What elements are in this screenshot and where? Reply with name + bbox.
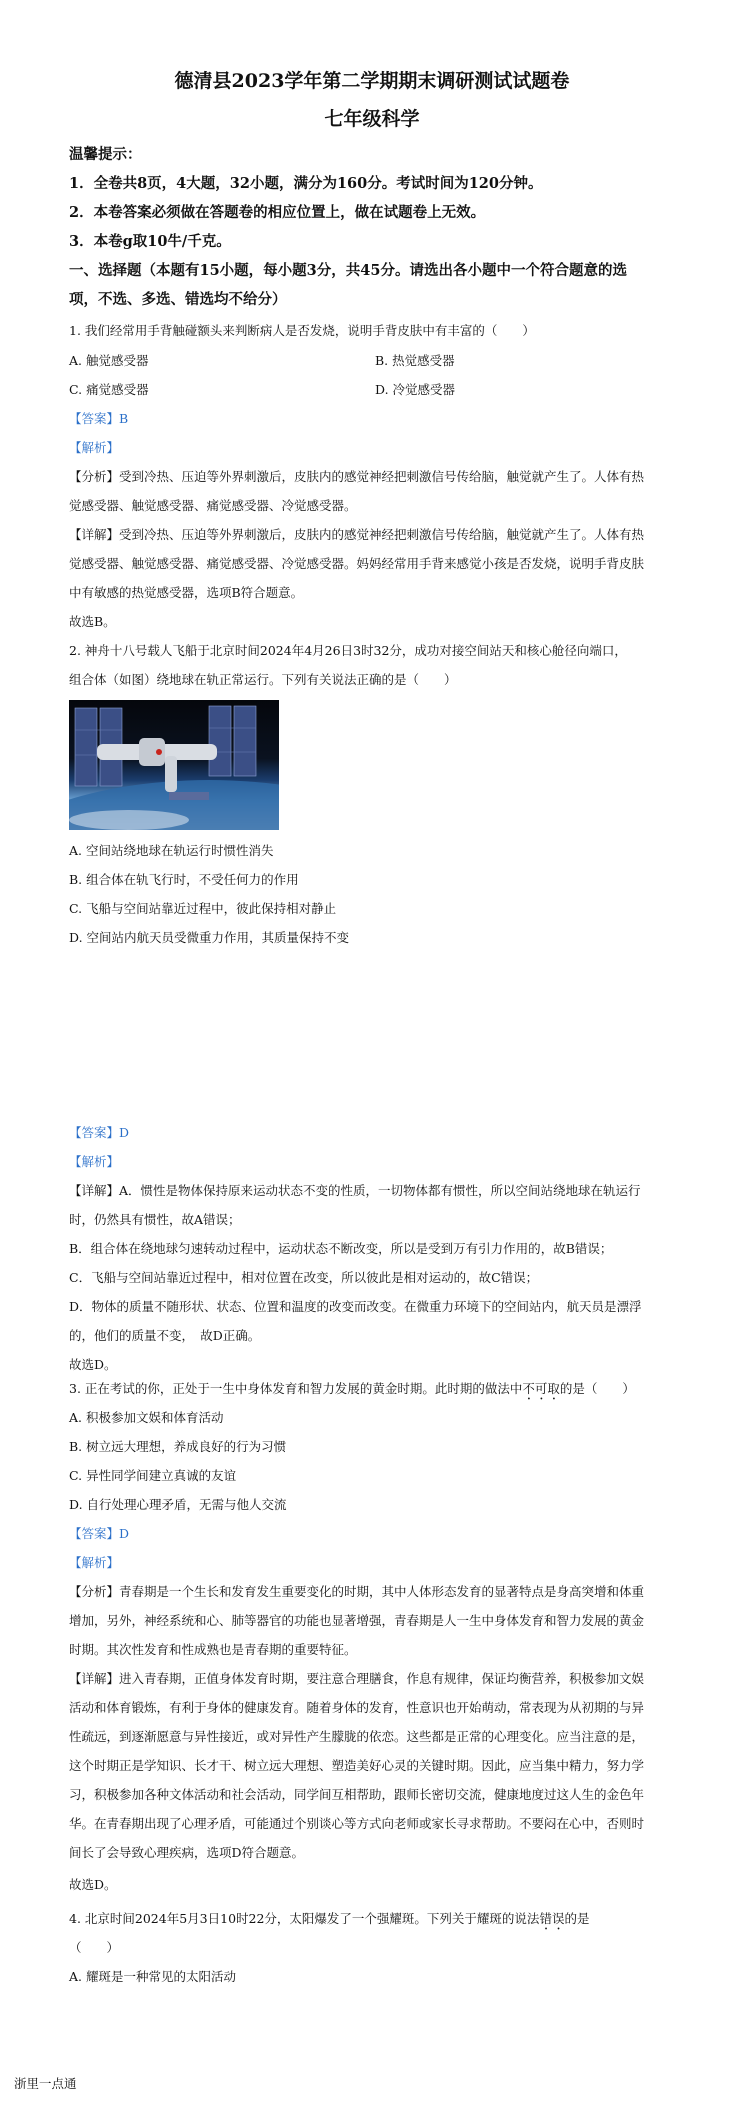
q3-detail-6: 华。在青春期出现了心理矛盾，可能通过个别谈心等方式向老师或家长寻求帮助。不要闷在心中，否则时 [69,1816,645,1831]
q2-option-b: B. 组合体在轨飞行时，不受任何力的作用 [69,872,299,887]
q2-detail-1: 【详解】A．惯性是物体保持原来运动状态不变的性质，一切物体都有惯性，所以空间站绕地球在轨运行 [69,1183,641,1198]
q1-detail-3: 中有敏感的热觉感受器，选项B符合题意。 [69,585,304,600]
q4-stem-post: 的是 [564,1911,590,1926]
q4-stem-pre: 4. 北京时间2024年5月3日10时22分，太阳爆发了一个强耀斑。下列关于耀斑的说法 [69,1911,540,1926]
q2-detail-4: C．飞船与空间站靠近过程中，相对位置在改变，所以彼此是相对运动的，故C错误； [69,1270,539,1285]
q3-stem [69,1380,635,1403]
q2-conclusion: 故选D。 [69,1357,117,1372]
q4-stem [69,1910,589,1933]
q3-option-a: A. 积极参加文娱和体育活动 [69,1410,224,1425]
q3-fenxi-3: 时期。其次性发育和性成熟也是青春期的重要特征。 [69,1642,357,1657]
section-heading-line-2: 项，不选、多选、错选均不给分） [69,291,287,308]
q3-detail-7: 间长了会导致心理疾病，选项D符合题意。 [69,1845,305,1860]
q4-stem-2: （ ） [69,1940,120,1955]
q2-option-a: A. 空间站绕地球在轨运行时惯性消失 [69,843,274,858]
q1-option-b: B. 热觉感受器 [375,353,455,368]
tip-1: 1．全卷共8页，4大题，32小题，满分为160分。考试时间为120分钟。 [69,175,543,192]
q3-option-b: B. 树立远大理想，养成良好的行为习惯 [69,1439,287,1454]
q2-stem-1: 2. 神舟十八号载人飞船于北京时间2024年4月26日3时32分，成功对接空间站天和核心舱径向端口， [69,643,627,658]
tip-3: 3．本卷g取10牛/千克。 [69,233,231,250]
q3-option-c: C. 异性同学间建立真诚的友谊 [69,1468,237,1483]
q3-fenxi-1: 【分析】青春期是一个生长和发育发生重要变化的时期，其中人体形态发育的显著特点是身高突增和体重 [69,1584,645,1599]
q3-stem-pre: 3. 正在考试的你，正处于一生中身体发育和智力发展的黄金时期。此时期的做法中 [69,1381,523,1396]
q2-answer: 【答案】D [69,1125,130,1140]
q2-detail-6: 的，他们的质量不变， 故D正确。 [69,1328,261,1343]
exam-subtitle: 七年级科学 [324,108,420,130]
tips-heading: 温馨提示： [69,146,142,163]
q1-analysis-tag: 【解析】 [69,440,120,455]
q3-detail-3: 性疏远，到逐渐愿意与异性接近，或对异性产生朦胧的依恋。这些都是正常的心理变化。应当注意的是， [69,1729,645,1744]
space-station-illustration [69,700,279,830]
q2-detail-5: D．物体的质量不随形状、状态、位置和温度的改变而改变。在微重力环境下的空间站内，航天员是漂浮 [69,1299,642,1314]
q1-conclusion: 故选B。 [69,614,116,629]
q1-option-a: A. 触觉感受器 [69,353,149,368]
q1-stem: 1. 我们经常用手背触碰额头来判断病人是否发烧，说明手背皮肤中有丰富的（ ） [69,323,535,338]
q1-option-c: C. 痛觉感受器 [69,382,149,397]
q2-detail-2: 时，仍然具有惯性，故A错误； [69,1212,241,1227]
q3-stem-emphasis: 不可取 [522,1381,560,1396]
q2-detail-3: B．组合体在绕地球匀速转动过程中，运动状态不断改变，所以是受到万有引力作用的，故B错误； [69,1241,613,1256]
q1-fenxi-1: 【分析】受到冷热、压迫等外界刺激后，皮肤内的感觉神经把刺激信号传给脑，触觉就产生了。人体有热 [69,469,645,484]
tip-2: 2．本卷答案必须做在答题卷的相应位置上，做在试题卷上无效。 [69,204,486,221]
q1-detail-2: 觉感受器、触觉感受器、痛觉感受器、冷觉感受器。妈妈经常用手背来感觉小孩是否发烧，说明手背皮肤 [69,556,645,571]
source-watermark: 浙里一点通 [14,2076,77,2091]
q1-answer: 【答案】B [69,411,129,426]
q4-stem-emphasis: 错误 [539,1911,565,1926]
q3-analysis-tag: 【解析】 [69,1555,120,1570]
q3-fenxi-2: 增加，另外，神经系统和心、肺等器官的功能也显著增强，青春期是人一生中身体发育和智力发展的黄金 [69,1613,645,1628]
section-heading-line-1: 一、选择题（本题有15小题，每小题3分，共45分。请选出各小题中一个符合题意的选 [69,262,627,279]
exam-title: 德清县2023学年第二学期期末调研测试试题卷 [174,70,570,92]
q3-detail-4: 这个时期正是学知识、长才干、树立远大理想、塑造美好心灵的关键时期。因此，应当集中精力，努力学 [69,1758,645,1773]
space-station-photo [69,700,279,830]
q3-detail-2: 活动和体育锻炼，有利于身体的健康发育。随着身体的发育，性意识也开始萌动，常表现为从初期的与异 [69,1700,645,1715]
q2-stem-2: 组合体（如图）绕地球在轨正常运行。下列有关说法正确的是（ ） [69,672,457,687]
q1-detail-1: 【详解】受到冷热、压迫等外界刺激后，皮肤内的感觉神经把刺激信号传给脑，触觉就产生了。人体有热 [69,527,645,542]
q3-conclusion: 故选D。 [69,1877,117,1892]
q3-detail-5: 习，积极参加各种文体活动和社会活动，同学间互相帮助，跟师长密切交流，健康地度过这人生的金色年 [69,1787,645,1802]
q2-option-d: D. 空间站内航天员受微重力作用，其质量保持不变 [69,930,350,945]
q3-detail-1: 【详解】进入青春期，正值身体发育时期，要注意合理膳食，作息有规律，保证均衡营养，积极参加文娱 [69,1671,645,1686]
q2-analysis-tag: 【解析】 [69,1154,120,1169]
q1-option-d: D. 冷觉感受器 [375,382,456,397]
q3-stem-post: 的是（ ） [559,1381,635,1396]
q2-option-c: C. 飞船与空间站靠近过程中，彼此保持相对静止 [69,901,337,916]
q4-option-a: A. 耀斑是一种常见的太阳活动 [69,1969,236,1984]
q3-answer: 【答案】D [69,1526,130,1541]
q1-fenxi-2: 觉感受器、触觉感受器、痛觉感受器、冷觉感受器。 [69,498,357,513]
q3-option-d: D. 自行处理心理矛盾，无需与他人交流 [69,1497,287,1512]
